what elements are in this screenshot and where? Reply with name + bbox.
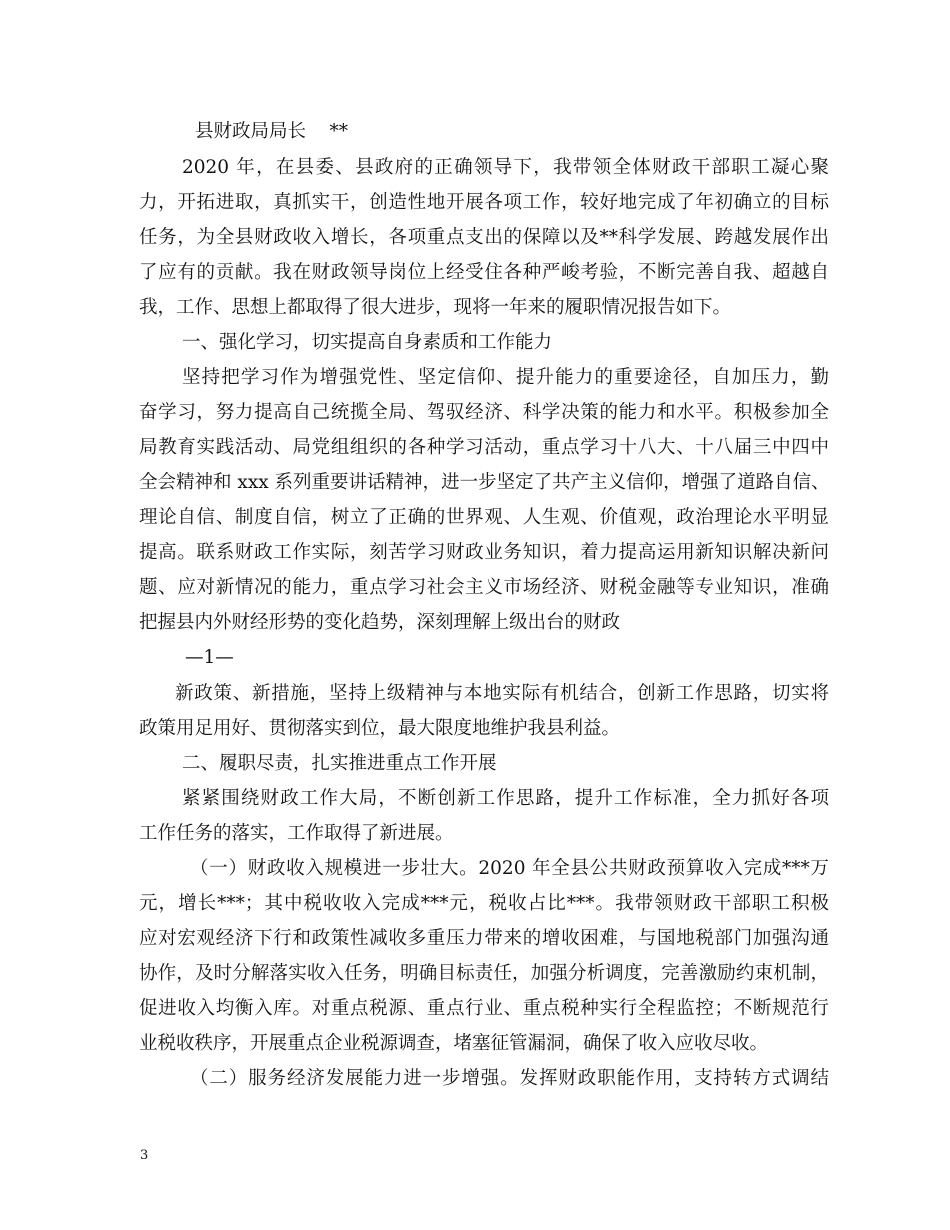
paragraph-line: 政策用足用好、贯彻落实到位，最大限度地维护我县利益。 [139,718,621,739]
inline-page-marker: —1— [185,647,234,668]
paragraph-line: 局教育实践活动、局党组组织的各种学习活动，重点学习十八大、十八届三中四中 [139,437,829,458]
paragraph-line: 把握县内外财经形势的变化趋势，深刻理解上级出台的财政 [139,612,621,633]
paragraph-line: 坚持把学习作为增强党性、坚定信仰、提升能力的重要途径，自加压力，勤 [182,367,829,388]
paragraph-line: 奋学习，努力提高自己统揽全局、驾驭经济、科学决策的能力和水平。积极参加全 [139,402,829,423]
paragraph-line: 了应有的贡献。我在财政领导岗位上经受住各种严峻考验，不断完善自我、超越自 [139,262,829,283]
paragraph-line: 提高。联系财政工作实际，刻苦学习财政业务知识，着力提高运用新知识解决新问 [139,542,829,563]
paragraph-line: 2020 年，在县委、县政府的正确领导下，我带领全体财政干部职工凝心聚 [182,157,829,178]
paragraph-line: 理论自信、制度自信，树立了正确的世界观、人生观、价值观，政治理论水平明显 [139,507,829,528]
paragraph-line: 力，开拓进取，真抓实干，创造性地开展各项工作，较好地完成了年初确立的目标 [139,192,829,213]
paragraph-line: 我，工作、思想上都取得了很大进步，现将一年来的履职情况报告如下。 [139,297,732,318]
paragraph-line: 工作任务的落实，工作取得了新进展。 [139,823,454,844]
paragraph-line: 题、应对新情况的能力，重点学习社会主义市场经济、财税金融等专业知识，准确 [139,577,829,598]
paragraph-line: 业税收秩序，开展重点企业税源调查，堵塞征管漏洞，确保了收入应收尽收。 [139,1033,769,1054]
page-number: 3 [140,1148,149,1163]
paragraph-line: 应对宏观经济下行和政策性减收多重压力带来的增收困难，与国地税部门加强沟通 [139,928,829,949]
paragraph-line: 紧紧围绕财政工作大局，不断创新工作思路，提升工作标准，全力抓好各项 [182,788,829,809]
section-heading: 一、强化学习，切实提高自身素质和工作能力 [182,332,553,353]
paragraph-line: 新政策、新措施，坚持上级精神与本地实际有机结合，创新工作思路，切实将 [175,683,829,704]
paragraph-line: 促进收入均衡入库。对重点税源、重点行业、重点税种实行全程监控；不断规范行 [139,998,829,1019]
paragraph-line: 全会精神和 xxx 系列重要讲话精神，进一步坚定了共产主义信仰，增强了道路自信、 [139,472,830,493]
paragraph-line: 元，增长***；其中税收收入完成***元，税收占比***。我带领财政干部职工积极 [139,893,829,914]
paragraph-line: 任务，为全县财政收入增长，各项重点支出的保障以及**科学发展、跨越发展作出 [139,227,829,248]
paragraph-line: 协作，及时分解落实收入任务，明确目标责任，加强分析调度，完善激励约束机制， [139,963,829,984]
subsection-line: （二）服务经济发展能力进一步增强。发挥财政职能作用，支持转方式调结 [190,1068,829,1089]
subsection-line: （一）财政收入规模进一步壮大。2020 年全县公共财政预算收入完成***万 [190,858,829,879]
section-heading: 二、履职尽责，扎实推进重点工作开展 [182,753,497,774]
author-line: 县财政局局长 ** [195,121,349,142]
